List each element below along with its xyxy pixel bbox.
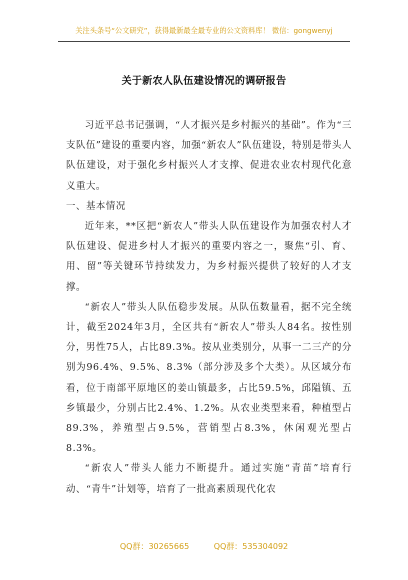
document-title: 关于新农人队伍建设情况的调研报告 — [121, 76, 287, 87]
header-banner: 关注头条号“公文研究”，获得最新最全最专业的公文资料库！ 微信：gongwenyj — [75, 26, 333, 35]
paragraph: 近年来，**区把“新农人”带头人队伍建设作为加强农村人才队伍建设、促进乡村人才振兴的重要内容之一，聚焦“引、育、用、留”等关键环节持续发力，为乡村振兴提供了较好的人才支撑。 — [66, 221, 352, 293]
section-heading: 一、基本情况 — [66, 200, 126, 212]
footer-contact — [0, 541, 408, 552]
document-body — [66, 116, 352, 500]
footer-qq-group-1: QQ群：30265665 — [119, 542, 190, 551]
paragraph: “新农人”带头人队伍稳步发展。从队伍数量看，据不完全统计，截至2024年3月，全区共有“新农人”带头人84名。按性别分，男性75人，占比89.3%。按从业类别分，从事一二三产的分别为96.4%、9.5%、8.3%（部分涉及多个大类）。从区域分布看，位于南部平原地区的姜山镇最多，占比59.5%，邱隘镇、五乡镇最少，分别占比2.4%、1.2%。从农业类型来看，种植型占89.3%，养殖型占9.5%，营销型占8.3%，休闲观光型占8.3%。 — [66, 301, 352, 455]
paragraph: “新农人”带头人能力不断提升。通过实施“青苗”培育行动、“青牛”计划等，培育了一批高素质现代化农 — [66, 463, 352, 495]
footer-qq-group-2: QQ群：535304092 — [213, 542, 289, 551]
header-divider — [58, 41, 350, 42]
intro-paragraph: 习近平总书记强调，“人才振兴是乡村振兴的基础”。作为“三支队伍”建设的重要内容，加强“新农人”队伍建设，特别是带头人队伍建设，对于强化乡村振兴人才支撑、促进农业农村现代化意义重大。 — [66, 120, 352, 192]
